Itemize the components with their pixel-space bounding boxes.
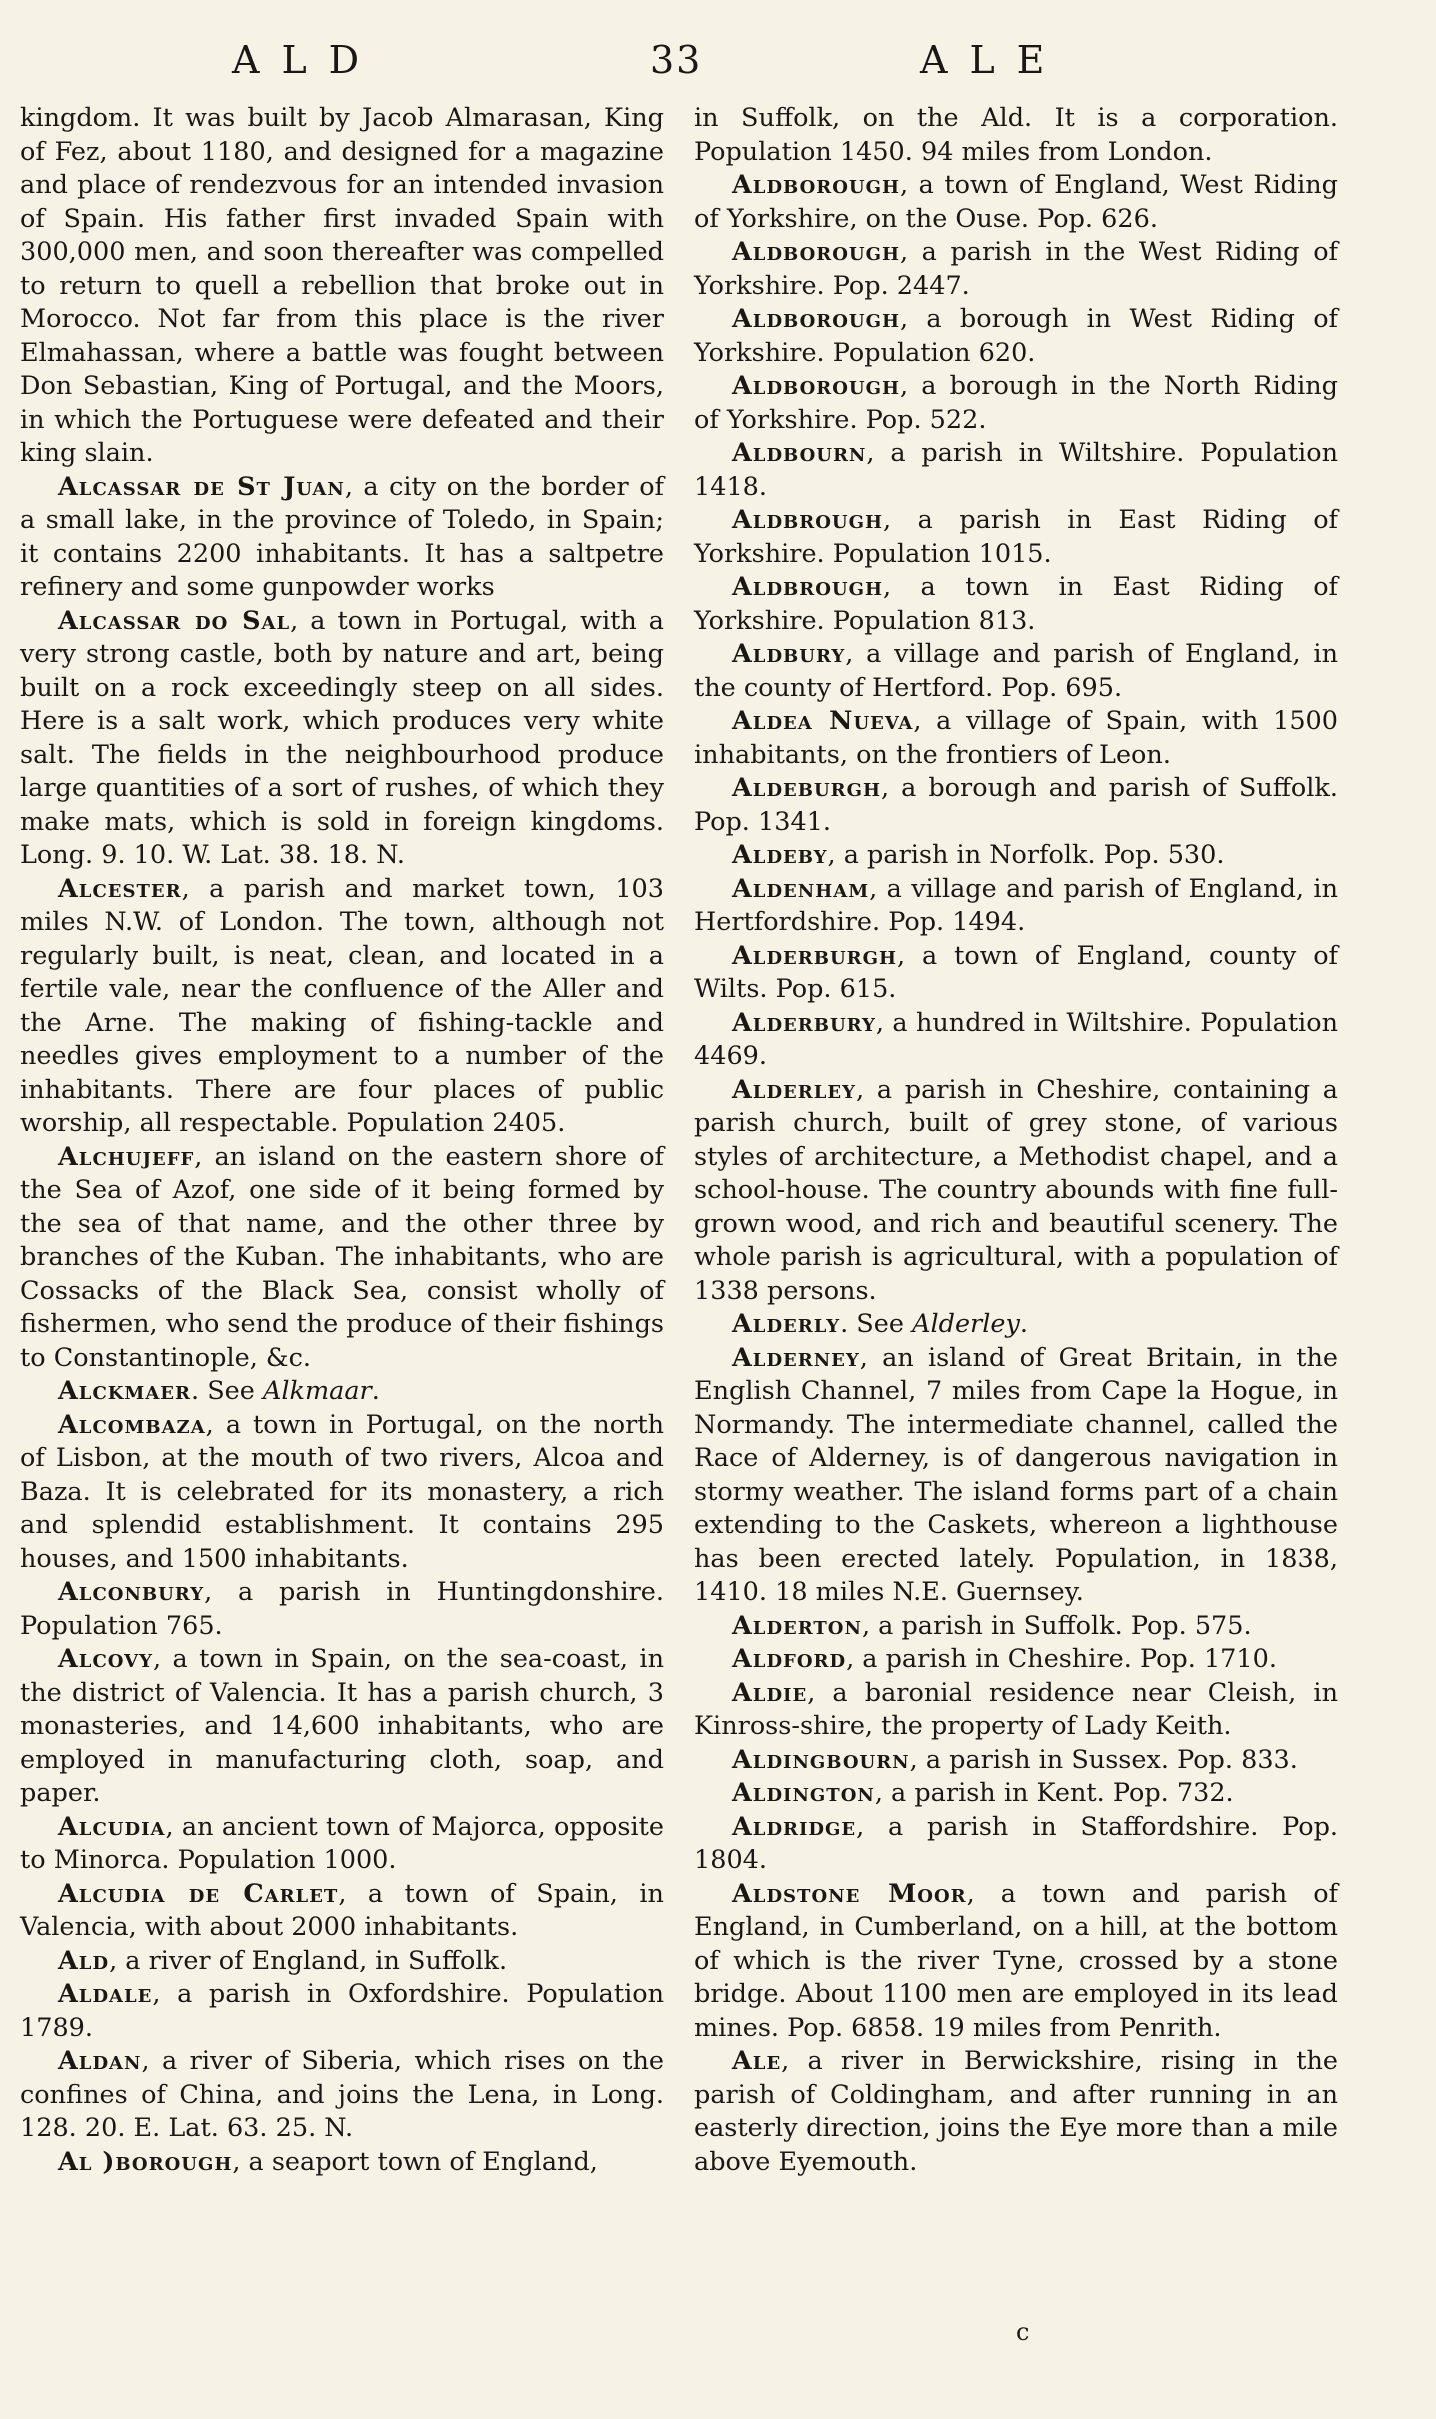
entry-headword: Alderburgh	[732, 940, 897, 971]
gazetteer-entry	[694, 1342, 1338, 1610]
entry-text: , an island of Great Britain, in the English Channel, 7 miles from Cape la Hogue, in Normandy. The intermediate channel, called the Race of Alderney, is of dangerous navigation in stormy weather. The island forms part of a chain extending to the Caskets, whereon a lighthouse has been erected lately. Population, in 1838, 1410. 18 miles N.E. Guernsey.	[694, 1342, 1338, 1607]
entry-headword: Ald	[58, 1945, 110, 1976]
entry-headword: Alcassar do Sal	[58, 605, 291, 636]
left-column	[20, 102, 664, 2179]
page-number: 33	[650, 38, 703, 82]
entry-headword: Al )borough	[58, 2146, 233, 2177]
gazetteer-entry	[694, 571, 1338, 638]
entry-text: . See	[190, 1376, 263, 1406]
entry-text: , a town in East Riding of Yorkshire. Population 813.	[694, 572, 1338, 636]
gazetteer-entry	[694, 504, 1338, 571]
gazetteer-entry	[20, 2045, 664, 2146]
gazetteer-entry	[694, 705, 1338, 772]
entry-text: , a village and parish of England, in Hertfordshire. Pop. 1494.	[694, 873, 1338, 937]
entry-text: , a hundred in Wiltshire. Population 4469.	[694, 1007, 1338, 1071]
entry-headword: Aldstone Moor	[732, 1878, 967, 1909]
signature-mark: c	[1016, 2318, 1030, 2346]
entry-text: , a town and parish of England, in Cumberland, on a hill, at the bottom of which is the river Tyne, crossed by a stone bridge. About 1100 men are employed in its lead mines. Pop. 6858. 19 miles from Penrith.	[694, 1878, 1338, 2043]
entry-text: kingdom. It was built by Jacob Almarasan, King of Fez, about 1180, and designed for a magazine and place of rendezvous for an intended invasion of Spain. His father first invaded Spain with 300,000 men, and soon thereafter was compelled to return to quell a rebellion that broke out in Morocco. Not far from this place is the river Elmahassan, where a battle was fought between Don Sebastian, King of Portugal, and the Moors, in which the Portuguese were defeated and their king slain.	[20, 103, 664, 468]
entry-headword: Aldford	[732, 1644, 847, 1674]
entry-text: , a village of Spain, with 1500 inhabitants, on the frontiers of Leon.	[694, 706, 1339, 770]
header-left-guide-word: ALD	[232, 38, 382, 82]
gazetteer-entry	[20, 1811, 664, 1878]
gazetteer-entry	[20, 1409, 664, 1577]
entry-text: , a parish in Sussex. Pop. 833.	[909, 1744, 1298, 1775]
entry-text: , a parish and market town, 103 miles N.W. of London. The town, although not regularly built, is neat, clean, and located in a fertile vale, near the confluence of the Aller and the Arne. The making of fishing-tackle and needles gives employment to a number of the inhabitants. There are four places of public worship, all respectable. Population 2405.	[20, 873, 664, 1138]
entry-headword: Alderbury	[732, 1007, 876, 1038]
entry-headword: Aldbury	[732, 639, 846, 669]
entry-text: , a town in Portugal, on the north of Lisbon, at the mouth of two rivers, Alcoa and Baza. It is celebrated for its monastery, a rich and splendid establishment. It contains 295 houses, and 1500 inhabitants.	[20, 1409, 664, 1574]
entry-text: , a town in Spain, on the sea-coast, in the district of Valencia. It has a parish church, 3 monasteries, and 14,600 inhabitants, who are employed in manufacturing cloth, soap, and paper.	[20, 1644, 664, 1808]
header-right-guide-word: ALE	[920, 38, 1067, 82]
gazetteer-entry	[694, 1811, 1338, 1878]
entry-headword: Aldridge	[732, 1811, 857, 1842]
gazetteer-entry	[694, 1007, 1338, 1074]
entry-headword: Aldeburgh	[732, 773, 882, 803]
entry-text: , a parish in Suffolk. Pop. 575.	[861, 1610, 1252, 1641]
entry-text: , a parish in East Riding of Yorkshire. Population 1015.	[694, 505, 1338, 569]
entry-headword: Alcombaza	[58, 1409, 206, 1440]
entry-text: , a town in Portugal, with a very strong castle, both by nature and art, being built on a rock exceedingly steep on all sides. Here is a salt work, which produces very white salt. The fields in the neighbourhood produce large quantities of a sort of rushes, of which they make mats, which is sold in foreign kingdoms. Long. 9. 10. W. Lat. 38. 18. N.	[20, 605, 664, 870]
cross-reference: Alderley	[912, 1309, 1020, 1339]
gazetteer-entry	[20, 471, 664, 605]
entry-headword: Aldborough	[732, 237, 900, 267]
entry-text: , a town of Spain, in Valencia, with about 2000 inhabitants.	[20, 1878, 664, 1942]
gazetteer-entry	[694, 169, 1338, 236]
entry-headword: Aldborough	[732, 304, 900, 334]
entry-text: . See	[840, 1309, 913, 1339]
entry-headword: Ale	[732, 2046, 782, 2076]
entry-text: , a parish in the West Riding of Yorkshire. Pop. 2447.	[694, 237, 1338, 301]
entry-text: , a town of England, West Riding of Yorkshire, on the Ouse. Pop. 626.	[694, 170, 1338, 234]
entry-headword: Alderney	[732, 1342, 860, 1373]
entry-punctuation: .	[371, 1376, 380, 1406]
gazetteer-entry	[20, 1375, 664, 1409]
entry-headword: Alchujeff	[58, 1141, 195, 1172]
entry-text: , a river in Berwickshire, rising in the parish of Coldingham, and after running in an easterly direction, joins the Eye more than a mile above Eyemouth.	[694, 2046, 1338, 2177]
entry-text: , a river of Siberia, which rises on the confines of China, and joins the Lena, in Long. 128. 20. E. Lat. 63. 25. N.	[20, 2046, 664, 2143]
entry-text: , a parish in Norfolk. Pop. 530.	[827, 840, 1225, 870]
entry-headword: Alderton	[732, 1610, 862, 1641]
gazetteer-entry	[694, 1677, 1338, 1744]
gazetteer-entry	[694, 873, 1338, 940]
entry-text: , a parish in Cheshire, containing a parish church, built of grey stone, of various styles of architecture, a Methodist chapel, and a school-house. The country abounds with fine full-grown wood, and rich and beautiful scenery. The whole parish is agricultural, with a population of 1338 persons.	[694, 1074, 1338, 1306]
entry-headword: Aldbourn	[732, 438, 867, 468]
entry-headword: Alcester	[58, 873, 182, 904]
gazetteer-entry	[694, 940, 1338, 1007]
right-column	[694, 102, 1338, 2179]
entry-headword: Alcassar de St Juan	[58, 471, 345, 502]
running-head	[0, 38, 1436, 90]
entry-text: in Suffolk, on the Ald. It is a corporation. Population 1450. 94 miles from London.	[694, 103, 1338, 167]
gazetteer-entry	[694, 1878, 1338, 2046]
entry-punctuation: .	[1019, 1309, 1028, 1339]
gazetteer-entry	[20, 873, 664, 1141]
entry-headword: Aldea Nueva	[732, 706, 914, 736]
entry-text: , a parish in Oxfordshire. Population 1789.	[20, 1979, 664, 2043]
entry-headword: Aldington	[732, 1778, 875, 1808]
entry-text: , a borough in West Riding of Yorkshire. Population 620.	[694, 304, 1338, 368]
entry-text: , a parish in Cheshire. Pop. 1710.	[846, 1644, 1277, 1674]
entry-headword: Aldbrough	[732, 505, 883, 535]
entry-headword: Aldbrough	[732, 572, 883, 602]
entry-text: , a borough and parish of Suffolk. Pop. 1341.	[694, 773, 1338, 837]
gazetteer-entry	[694, 303, 1338, 370]
gazetteer-entry	[694, 772, 1338, 839]
entry-text: , an ancient town of Majorca, opposite to Minorca. Population 1000.	[20, 1811, 664, 1875]
gazetteer-entry	[20, 1945, 664, 1979]
gazetteer-entry	[694, 236, 1338, 303]
entry-text: , a baronial residence near Cleish, in Kinross-shire, the property of Lady Keith.	[694, 1677, 1338, 1741]
gazetteer-entry	[694, 437, 1338, 504]
entry-text: , a parish in Staffordshire. Pop. 1804.	[694, 1811, 1338, 1875]
entry-text: , a parish in Huntingdonshire. Population 765.	[20, 1577, 664, 1641]
entry-text: , a parish in Wiltshire. Population 1418.	[694, 438, 1338, 502]
entry-headword: Aldale	[58, 1979, 153, 2009]
entry-headword: Alcudia	[58, 1811, 166, 1842]
gazetteer-entry	[694, 1074, 1338, 1309]
gazetteer-entry	[20, 1978, 664, 2045]
gazetteer-entry	[694, 1643, 1338, 1677]
entry-text: , a seaport town of England,	[232, 2146, 598, 2177]
gazetteer-entry	[694, 638, 1338, 705]
gazetteer-entry	[20, 1643, 664, 1811]
gazetteer-entry	[694, 370, 1338, 437]
entry-headword: Aldie	[732, 1677, 808, 1708]
gazetteer-entry	[694, 102, 1338, 169]
entry-headword: Alderley	[732, 1074, 856, 1105]
gazetteer-entry	[20, 1141, 664, 1376]
gazetteer-entry	[694, 839, 1338, 873]
gazetteer-entry	[694, 2045, 1338, 2179]
entry-headword: Alckmaer	[58, 1376, 191, 1406]
gazetteer-entry	[20, 1576, 664, 1643]
entry-text: , an island on the eastern shore of the Sea of Azof, one side of it being formed by the sea of that name, and the other three by branches of the Kuban. The inhabitants, who are Cossacks of the Black Sea, consist wholly of fishermen, who send the produce of their fishings to Constantinople, &c.	[20, 1141, 665, 1373]
entry-text: , a river of England, in Suffolk.	[109, 1945, 508, 1976]
entry-headword: Alconbury	[58, 1577, 205, 1607]
gazetteer-entry	[694, 1744, 1338, 1778]
entry-headword: Aldenham	[732, 873, 870, 904]
gazetteer-entry	[694, 1610, 1338, 1644]
cross-reference: Alkmaar	[262, 1376, 372, 1406]
entry-text: , a village and parish of England, in the county of Hertford. Pop. 695.	[694, 639, 1338, 703]
entry-headword: Alderly	[732, 1309, 841, 1339]
entry-headword: Alcovy	[58, 1644, 153, 1674]
gazetteer-entry	[694, 1308, 1338, 1342]
gazetteer-entry	[20, 2146, 664, 2180]
entry-headword: Aldingbourn	[732, 1744, 910, 1775]
entry-text: , a town of England, county of Wilts. Pop. 615.	[694, 940, 1338, 1004]
entry-text: , a parish in Kent. Pop. 732.	[874, 1778, 1234, 1808]
gazetteer-entry	[20, 605, 664, 873]
entry-headword: Aldborough	[732, 371, 900, 401]
entry-headword: Aldborough	[732, 170, 900, 200]
gazetteer-entry	[694, 1777, 1338, 1811]
gazetteer-entry	[20, 1878, 664, 1945]
entry-text: , a city on the border of a small lake, in the province of Toledo, in Spain; it contains 2200 inhabitants. It has a saltpetre refinery and some gunpowder works	[20, 471, 664, 602]
entry-text: , a borough in the North Riding of Yorkshire. Pop. 522.	[694, 371, 1338, 435]
entry-headword: Alcudia de Carlet	[58, 1878, 339, 1909]
gazetteer-entry	[20, 102, 664, 471]
entry-headword: Aldeby	[732, 840, 828, 870]
entry-headword: Aldan	[58, 2046, 142, 2076]
